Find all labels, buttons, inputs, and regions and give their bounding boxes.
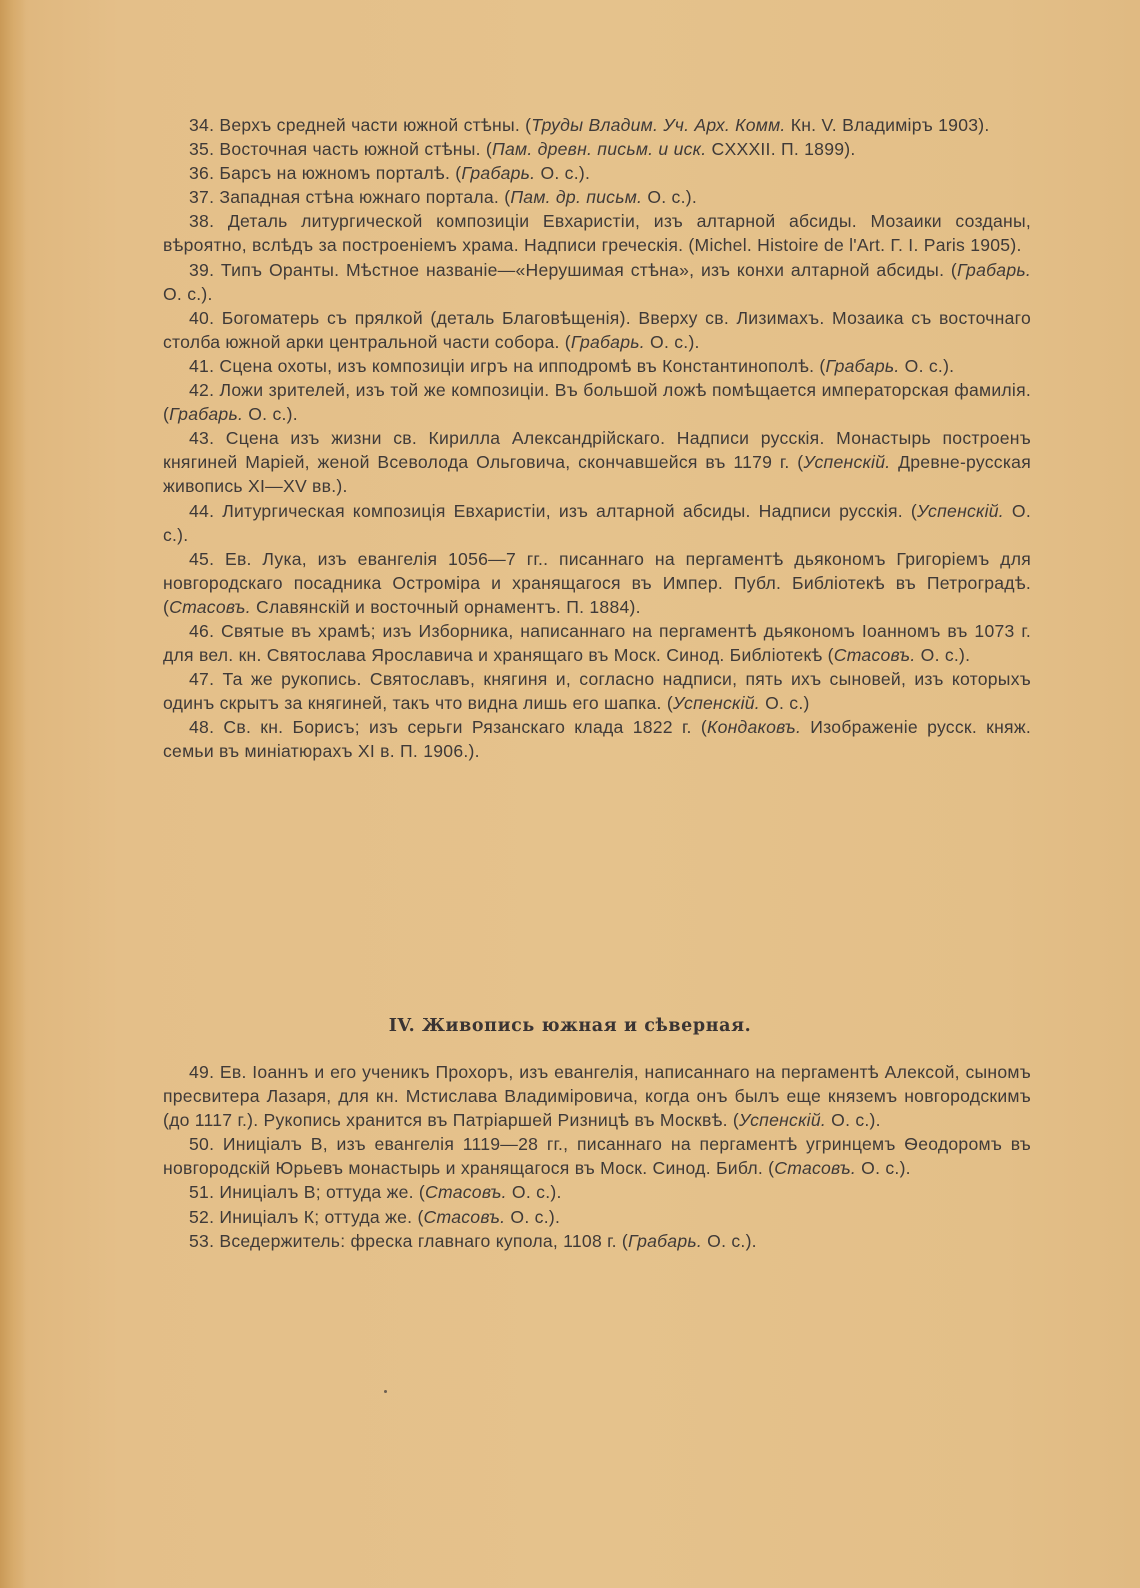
caption-entry-39 (163, 258, 1031, 306)
entry-tail: Древне-русская живопись XI—XV вв.). (163, 452, 1031, 497)
entry-source: Труды Владим. Уч. Арх. Комм. (531, 115, 786, 135)
entry-tail: О. с.). (702, 1230, 757, 1251)
entry-tail: О. с.). (506, 1182, 562, 1203)
entry-tail: О. с.). (642, 187, 697, 208)
entry-tail: О. с.). (899, 355, 955, 376)
entry-source: Стасовъ. (774, 1158, 857, 1179)
entry-number: 38. (189, 211, 215, 232)
entry-number: 43. (189, 428, 215, 449)
caption-entry-53 (163, 1229, 1031, 1253)
entry-tail: О. с.). (915, 645, 971, 666)
entry-source: Грабарь. (628, 1230, 703, 1251)
entry-source: Кондаковъ. (706, 717, 802, 738)
caption-entry-34 (163, 113, 1031, 137)
caption-entry-44 (163, 499, 1031, 547)
entry-source: Успенскій. (672, 693, 760, 714)
entry-text: Восточная часть южной стѣны. ( (219, 139, 492, 160)
entry-text: Ложи зрителей, изъ той же композиціи. Въ большой ложѣ помѣщается императорская фамилія. ( (163, 380, 1031, 425)
entry-number: 49. (189, 1062, 215, 1082)
entry-source: Стасовъ. (425, 1182, 507, 1203)
entry-source: Успенскій. (739, 1110, 826, 1131)
entry-tail: О. с.). (163, 500, 1031, 545)
page-edge-shadow (0, 0, 26, 1588)
entry-number: 35. (189, 139, 215, 160)
entry-tail: О. с.) (759, 693, 810, 714)
caption-entry-35 (163, 137, 1031, 161)
entry-source: Грабарь. (957, 259, 1031, 280)
entry-text: Сцена охоты, изъ композиціи игръ на ипподромѣ въ Константинополѣ. ( (219, 355, 826, 376)
entry-tail: О. с.). (856, 1158, 911, 1179)
caption-entry-52 (163, 1205, 1031, 1229)
entry-number: 42. (189, 380, 215, 401)
caption-entry-41 (163, 354, 1031, 378)
entry-tail: О. с.). (163, 283, 213, 304)
caption-entry-38 (163, 209, 1031, 257)
entry-source: Успенскій. (803, 452, 891, 473)
entry-number: 50. (189, 1134, 215, 1155)
entry-number: 51. (189, 1182, 215, 1203)
entry-text: Ев. Іоаннъ и его ученикъ Прохоръ, изъ евангелія, написаннаго на пергаментѣ Алексой, сыномъ пресвитера Лазаря, для кн. Мстислава Владиміровича, когда онъ былъ еще княземъ новгородскимъ (до 1117 г.). Рукопись хранится въ Патріаршей Ризницѣ въ Москвѣ. ( (163, 1062, 1031, 1131)
caption-entry-45 (163, 547, 1031, 619)
caption-entry-46 (163, 619, 1031, 667)
entry-text: Барсъ на южномъ порталѣ. ( (219, 163, 462, 184)
section-heading: IV. Живопись южная и сѣверная. (388, 1016, 752, 1036)
entry-tail: О. с.). (644, 331, 700, 352)
entry-source: Пам. древн. письм. и иск. (492, 139, 707, 160)
entry-text: Ев. Лука, изъ евангелія 1056—7 гг.. писаннаго на пергаментѣ дьякономъ Григоріемъ для новгородскаго посадника Остроміра и хранящагося въ Импер. Публ. Библіотекѣ въ Петроградѣ. ( (163, 548, 1031, 617)
entry-number: 39. (189, 259, 215, 280)
entry-source: Грабарь. (825, 355, 900, 376)
entry-source: Грабарь. (570, 331, 645, 352)
entry-text: Сцена изъ жизни св. Кирилла Александрійскаго. Надписи русскія. Монастырь построенъ княгиней Маріей, женой Всеволода Ольговича, скончавшейся въ 1179 г. ( (163, 428, 1032, 473)
captions-list-part2 (163, 1060, 1031, 1253)
entry-text: Иниціалъ К; оттуда же. ( (219, 1206, 424, 1227)
caption-entry-48 (163, 715, 1031, 763)
entry-tail: О. с.). (243, 404, 298, 425)
entry-source: Стасовъ. (833, 645, 916, 666)
caption-entry-42 (163, 378, 1031, 426)
entry-text: Богоматерь съ прялкой (деталь Благовѣщенія). Вверху св. Лизимахъ. Мозаика съ восточнаго столба южной арки центральной части собора. ( (163, 307, 1032, 352)
caption-entry-51 (163, 1180, 1031, 1204)
entry-text: Иниціалъ В, изъ евангелія 1119—28 гг., писаннаго на пергаментѣ угринцемъ Ѳеодоромъ въ новгородскій Юрьевъ монастырь и хранящагося въ Моск. Синод. Библ. ( (163, 1134, 1032, 1179)
entry-text: Вседержитель: фреска главнаго купола, 1108 г. ( (219, 1230, 629, 1251)
entry-text: Верхъ средней части южной стѣны. ( (219, 115, 532, 135)
entry-text: Западная стѣна южнаго портала. ( (219, 187, 511, 208)
entry-source: Грабарь. (169, 404, 244, 425)
entry-source: Стасовъ. (423, 1206, 506, 1227)
entry-number: 40. (189, 307, 215, 328)
entry-number: 52. (189, 1206, 215, 1227)
caption-entry-37 (163, 185, 1031, 209)
entry-tail: CXXXII. П. 1899). (706, 139, 856, 160)
entry-tail: Изображеніе русск. княж. семьи въ миніатюрахъ XI в. П. 1906.). (163, 717, 1031, 762)
entry-tail: О. с.). (505, 1206, 561, 1227)
entry-source: Пам. др. письм. (510, 187, 643, 208)
entry-text: Святые въ храмѣ; изъ Изборника, написаннаго на пергаментѣ дьякономъ Іоанномъ въ 1073 г. для вел. кн. Святослава Ярославича и хранящаго въ Моск. Синод. Библіотекѣ ( (163, 620, 1031, 666)
entry-text: Св. кн. Борисъ; изъ серьги Рязанскаго клада 1822 г. ( (223, 717, 707, 738)
entry-number: 46. (189, 620, 215, 641)
entry-text: Деталь литургической композиціи Евхаристіи, изъ алтарной абсиды. Мозаики созданы, вѣроятно, вслѣдъ за построеніемъ храма. Надписи греческія. (Michel. Histoire de l'Art. Г. I. Paris 1905). (163, 211, 1031, 256)
ink-speck (384, 1390, 387, 1393)
caption-entry-47 (163, 667, 1031, 715)
entry-tail: Кн. V. Владиміръ 1903). (785, 115, 990, 135)
entry-source: Успенскій. (916, 500, 1004, 521)
caption-entry-49 (163, 1060, 1031, 1132)
entry-text: Та же рукопись. Святославъ, княгиня и, согласно надписи, пять ихъ сыновей, изъ которыхъ одинъ скрытъ за княгиней, такъ что видна лишь его шапка. ( (163, 669, 1031, 714)
entry-text: Типъ Оранты. Мѣстное названіе—«Нерушимая стѣна», изъ конхи алтарной абсиды. ( (220, 259, 958, 280)
entry-number: 53. (189, 1230, 215, 1251)
entry-number: 34. (189, 115, 215, 135)
caption-entry-43 (163, 426, 1031, 498)
entry-text: Литургическая композиція Евхаристіи, изъ алтарной абсиды. Надписи русскія. ( (222, 500, 917, 521)
entry-source: Стасовъ. (169, 596, 251, 617)
entry-number: 48. (189, 717, 215, 738)
caption-entry-50 (163, 1132, 1031, 1180)
captions-list-part1 (163, 113, 1031, 764)
entry-number: 36. (189, 163, 215, 184)
entry-source: Грабарь. (461, 163, 536, 184)
entry-number: 45. (189, 548, 215, 569)
entry-number: 37. (189, 187, 215, 208)
entry-number: 41. (189, 355, 215, 376)
entry-number: 44. (189, 500, 215, 521)
entry-tail: О. с.). (535, 163, 591, 184)
entry-tail: О. с.). (826, 1110, 881, 1131)
caption-entry-36 (163, 161, 1031, 185)
entry-number: 47. (189, 669, 215, 690)
caption-entry-40 (163, 306, 1031, 354)
entry-tail: Славянскій и восточный орнаментъ. П. 1884). (250, 596, 641, 617)
entry-text: Иниціалъ В; оттуда же. ( (219, 1182, 426, 1203)
